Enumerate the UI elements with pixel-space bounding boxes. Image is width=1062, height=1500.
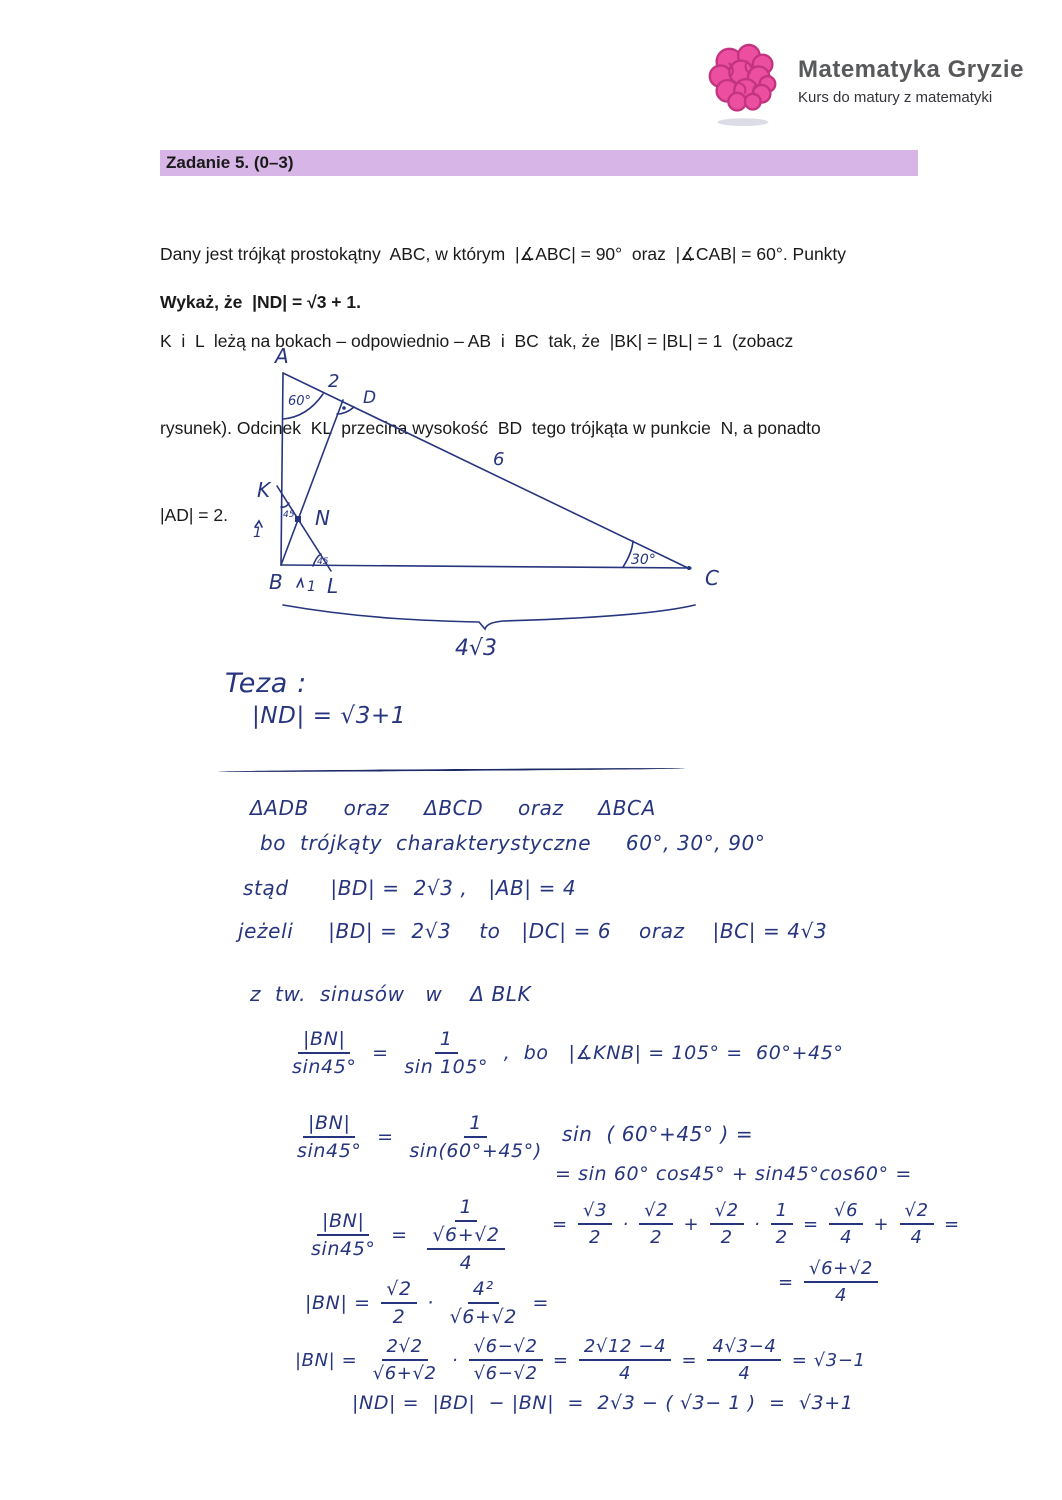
math-text: jeżeli |BD| = 2√3 to |DC| = 6 oraz |BC| = 4√3 <box>238 919 828 943</box>
fraction-den: 4 <box>618 1363 632 1384</box>
math-text: = <box>546 1349 575 1371</box>
brace-label: 4√3 <box>455 636 498 661</box>
math-text: · <box>616 1213 636 1235</box>
length-label-BL: 1 <box>307 579 316 595</box>
length-label-AD: 2 <box>328 371 340 392</box>
fraction-num: √6+√2 <box>427 1224 504 1250</box>
math-text: |BN| = <box>305 1292 378 1314</box>
math-text: = <box>365 1042 396 1064</box>
brain-shadow <box>718 118 769 126</box>
math-text: + <box>867 1213 896 1235</box>
fraction-den: 2 <box>720 1227 733 1248</box>
fraction <box>578 1200 612 1248</box>
fraction-num: 1 <box>455 1196 478 1222</box>
task-body-line: K i L leżą na bokach – odpowiednio – AB i BC tak, że |BK| = |BL| = 1 (zobacz <box>160 331 794 351</box>
fraction-den <box>418 1222 513 1274</box>
fraction <box>368 1336 442 1384</box>
math-text: , bo |∡KNB| = 105° = 60°+45° <box>497 1042 844 1064</box>
fraction <box>900 1200 934 1248</box>
vertex-label-A: A <box>275 345 289 368</box>
math-text: sin ( 60°+45° ) = <box>562 1122 754 1146</box>
handwriting-line <box>352 1392 853 1414</box>
length-label-DC: 6 <box>493 449 505 470</box>
math-text: · <box>445 1349 465 1371</box>
math-text: stąd |BD| = 2√3 , |AB| = 4 <box>243 876 577 900</box>
task-body-line: rysunek). Odcinek KL przecina wysokość BD tego trójkąta w punkcie N, a ponadto <box>160 418 821 438</box>
fraction-num: √6−√2 <box>469 1336 543 1361</box>
math-text: · <box>420 1292 441 1314</box>
fraction <box>707 1336 781 1384</box>
fraction <box>292 1112 367 1162</box>
math-text: = <box>937 1213 960 1235</box>
math-text: |BN| = <box>295 1349 364 1371</box>
fraction-num: 2√12 −4 <box>579 1336 671 1361</box>
fraction-num: √2 <box>639 1200 673 1225</box>
fraction-num: 1 <box>771 1200 793 1225</box>
handwriting-line <box>225 668 307 699</box>
math-text: + <box>677 1213 706 1235</box>
fraction-den: √6+√2 <box>449 1306 517 1328</box>
math-text: = <box>778 1271 801 1293</box>
fraction-den: 2 <box>392 1306 406 1328</box>
triangle-figure <box>233 345 753 680</box>
fraction-den: 4 <box>738 1363 751 1384</box>
section-divider <box>218 767 685 772</box>
handwriting-line <box>250 982 531 1006</box>
fraction-den: √6+√2 <box>372 1363 437 1384</box>
math-text: · <box>747 1213 767 1235</box>
fraction-num: √2 <box>900 1200 934 1225</box>
fraction-num: √3 <box>578 1200 612 1225</box>
side-BC <box>281 565 691 568</box>
fraction <box>710 1200 744 1248</box>
fraction-num: |BN| <box>303 1112 355 1138</box>
fraction <box>418 1196 513 1274</box>
fraction <box>404 1112 547 1162</box>
handwriting-line <box>555 1163 912 1185</box>
fraction <box>381 1278 416 1328</box>
math-text: = √3−1 <box>785 1349 866 1371</box>
logo-subtitle: Kurs do matury z matematyki <box>798 89 993 106</box>
fraction <box>306 1210 381 1260</box>
math-text: = sin 60° cos45° + sin45°cos60° = <box>555 1163 912 1185</box>
math-text: = <box>675 1349 704 1371</box>
point-N-marker <box>295 516 301 522</box>
fraction-num: √2 <box>710 1200 744 1225</box>
handwriting-line <box>283 1028 844 1078</box>
fraction-den: sin45° <box>292 1056 357 1078</box>
math-text: |ND| = |BD| − |BN| = 2√3 − ( √3− 1 ) = √3+1 <box>352 1392 854 1414</box>
math-text: |ND| = √3+1 <box>252 703 407 729</box>
fraction <box>829 1200 863 1248</box>
handwriting-line <box>295 1336 866 1384</box>
fraction-den: 2 <box>589 1227 602 1248</box>
angle-label-L: 45 <box>317 557 329 567</box>
math-text: z tw. sinusów w Δ BLK <box>250 982 532 1006</box>
fraction-num: 2√2 <box>382 1336 428 1361</box>
brain-icon <box>700 42 788 128</box>
angle-label-C: 30° <box>631 552 656 568</box>
tick-BL <box>297 579 303 587</box>
fraction <box>639 1200 673 1248</box>
fraction-num: 4² <box>468 1278 499 1304</box>
side-AC <box>283 373 690 569</box>
handwriting-line <box>562 1122 753 1146</box>
fraction <box>287 1028 362 1078</box>
angle-label-A: 60° <box>288 394 312 409</box>
handwriting-line <box>288 1112 551 1162</box>
vertex-label-N: N <box>315 506 330 530</box>
handwriting-line <box>778 1258 882 1306</box>
fraction-num: 1 <box>464 1112 487 1138</box>
fraction <box>427 1224 504 1274</box>
fraction-num: |BN| <box>317 1210 369 1236</box>
fraction <box>771 1200 793 1248</box>
fraction-den: sin45° <box>311 1238 376 1260</box>
fraction-num: √6+√2 <box>804 1258 878 1283</box>
math-text: ΔADB oraz ΔBCD oraz ΔBCA <box>250 796 656 820</box>
logo-title: Matematyka Gryzie <box>798 56 1024 83</box>
fraction-num: |BN| <box>298 1028 350 1054</box>
right-angle-dot-D <box>342 406 346 410</box>
handwriting-line <box>238 919 827 943</box>
vertex-label-B: B <box>269 570 283 594</box>
fraction <box>399 1028 493 1078</box>
fraction-den: 4 <box>910 1227 923 1248</box>
math-text: = <box>370 1126 401 1148</box>
task-body-line: Dany jest trójkąt prostokątny ABC, w którym |∡ABC| = 90° oraz |∡CAB| = 60°. Punkty <box>160 244 847 264</box>
fraction <box>579 1336 671 1384</box>
vertex-label-K: K <box>257 478 271 502</box>
length-label-KB: 1 <box>253 525 262 541</box>
fraction-num: 1 <box>435 1028 458 1054</box>
fraction-num: 4√3−4 <box>707 1336 781 1361</box>
math-text: = <box>796 1213 826 1235</box>
handwriting-line <box>250 796 656 820</box>
math-text: = <box>552 1213 575 1235</box>
vertex-label-L: L <box>327 574 339 598</box>
task-heading: Zadanie 5. (0–3) <box>160 150 918 176</box>
fraction <box>804 1258 878 1306</box>
math-text: = <box>525 1292 550 1314</box>
math-text: bo trójkąty charakterystyczne 60°, 30°, 90° <box>260 831 766 855</box>
fraction-den: sin45° <box>297 1140 362 1162</box>
fraction <box>445 1278 522 1328</box>
fraction-den: sin(60°+45°) <box>409 1140 542 1162</box>
handwriting-line <box>305 1278 549 1328</box>
handwriting-line <box>252 703 406 729</box>
vertex-label-C: C <box>705 566 719 590</box>
fraction-den: 2 <box>650 1227 663 1248</box>
logo <box>700 42 1024 128</box>
fraction-den: 2 <box>775 1227 788 1248</box>
fraction-den: 4 <box>834 1285 848 1306</box>
fraction-den: 4 <box>459 1252 473 1274</box>
vertex-label-D: D <box>363 388 377 408</box>
math-text: Teza : <box>225 668 307 699</box>
side-AB <box>281 373 283 565</box>
angle-label-K: 45 <box>283 510 295 520</box>
brace-BC <box>283 605 695 629</box>
task-claim: Wykaż, że |ND| = √3 + 1. <box>160 292 361 312</box>
handwriting-line <box>552 1200 960 1248</box>
fraction-den: sin 105° <box>404 1056 489 1078</box>
point-C-marker <box>687 566 691 570</box>
fraction <box>469 1336 543 1384</box>
fraction-num: √6 <box>829 1200 863 1225</box>
handwriting-line <box>243 876 576 900</box>
handwriting-line <box>302 1196 518 1274</box>
handwriting-line <box>260 831 765 855</box>
task-body-line: |AD| = 2. <box>160 505 228 525</box>
fraction-den: 4 <box>840 1227 853 1248</box>
fraction-den: √6−√2 <box>473 1363 538 1384</box>
fraction-num: √2 <box>381 1278 416 1304</box>
math-text: = <box>384 1224 415 1246</box>
